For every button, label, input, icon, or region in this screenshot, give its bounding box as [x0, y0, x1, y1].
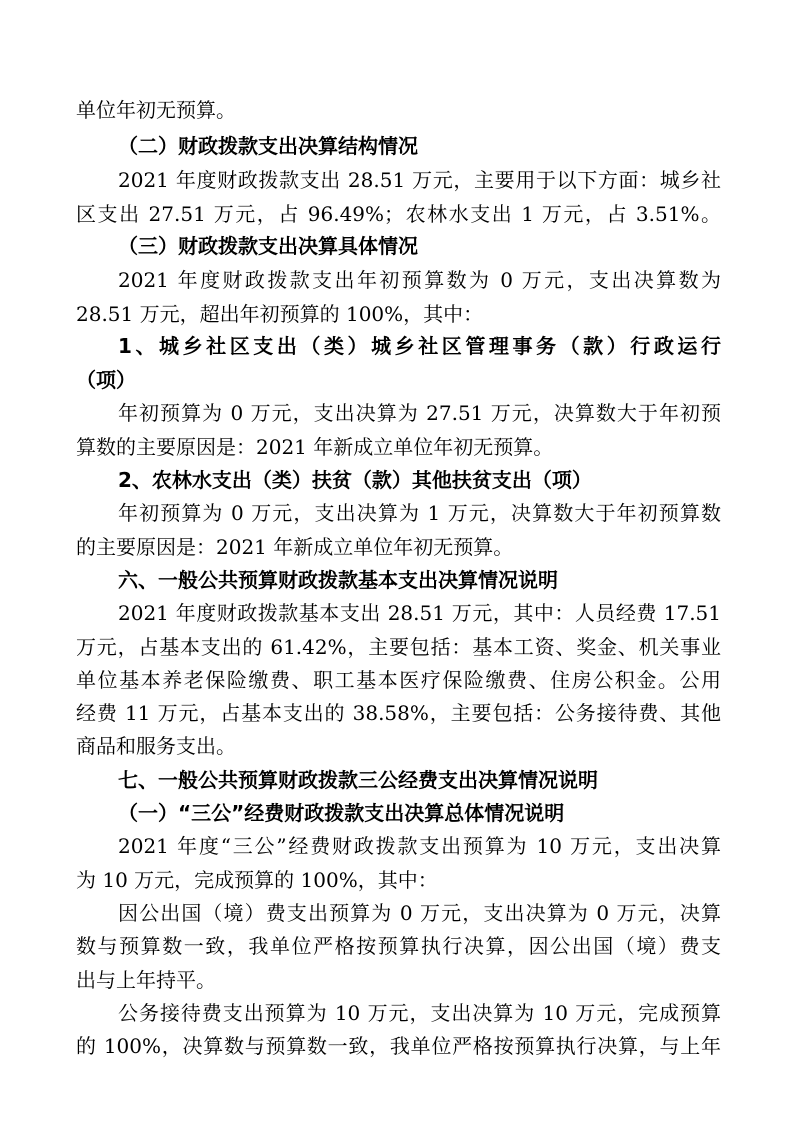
text-line: 的 100%，决算数与预算数一致，我单位严格按预算执行决算，与上年 — [76, 1034, 721, 1058]
text-line: 单位基本养老保险缴费、职工基本医疗保险缴费、住房公积金。公用 — [76, 668, 721, 692]
text-line: 区支出 27.51 万元，占 96.49%；农林水支出 1 万元，占 3.51%。 — [76, 202, 721, 226]
text-line: 公务接待费支出预算为 10 万元，支出决算为 10 万元，完成预算 — [118, 1001, 721, 1025]
text-line: 算数的主要原因是：2021 年新成立单位年初无预算。 — [76, 435, 554, 459]
text-line: 万元，占基本支出的 61.42%，主要包括：基本工资、奖金、机关事业 — [76, 635, 721, 659]
text-line: 因公出国（境）费支出预算为 0 万元，支出决算为 0 万元，决算 — [118, 901, 721, 925]
text-line: 单位年初无预算。 — [76, 98, 236, 122]
text-line: 为 10 万元，完成预算的 100%，其中： — [76, 868, 438, 892]
text-line: 2021 年度财政拨款支出 28.51 万元，主要用于以下方面：城乡社 — [118, 168, 721, 192]
text-line: 数与预算数一致，我单位严格按预算执行决算，因公出国（境）费支 — [76, 934, 721, 958]
section-heading: （三）财政拨款支出决算具体情况 — [118, 234, 418, 258]
section-heading: （项） — [76, 368, 136, 392]
section-heading: （二）财政拨款支出决算结构情况 — [118, 134, 418, 158]
text-line: 商品和服务支出。 — [76, 734, 236, 758]
text-line: 28.51 万元，超出年初预算的 100%，其中： — [76, 302, 484, 326]
text-line: 2021 年度财政拨款基本支出 28.51 万元，其中：人员经费 17.51 — [118, 601, 721, 625]
section-heading: 2、农林水支出（类）扶贫（款）其他扶贫支出（项） — [118, 468, 592, 492]
text-line: 2021 年度“三公”经费财政拨款支出预算为 10 万元，支出决算 — [118, 834, 721, 858]
text-line: 2021 年度财政拨款支出年初预算数为 0 万元，支出决算数为 — [118, 268, 721, 292]
section-heading: 六、一般公共预算财政拨款基本支出决算情况说明 — [118, 568, 558, 592]
text-line: 年初预算为 0 万元，支出决算为 1 万元，决算数大于年初预算数 — [118, 501, 721, 525]
text-line: 的主要原因是：2021 年新成立单位年初无预算。 — [76, 535, 514, 559]
section-heading: 1、城乡社区支出（类）城乡社区管理事务（款）行政运行 — [118, 334, 721, 358]
text-line: 年初预算为 0 万元，支出决算为 27.51 万元，决算数大于年初预 — [118, 401, 721, 425]
section-heading: （一）“三公”经费财政拨款支出决算总体情况说明 — [118, 801, 565, 825]
text-line: 经费 11 万元，占基本支出的 38.58%，主要包括：公务接待费、其他 — [76, 701, 721, 725]
text-line: 出与上年持平。 — [76, 968, 216, 992]
section-heading: 七、一般公共预算财政拨款三公经费支出决算情况说明 — [118, 768, 598, 792]
